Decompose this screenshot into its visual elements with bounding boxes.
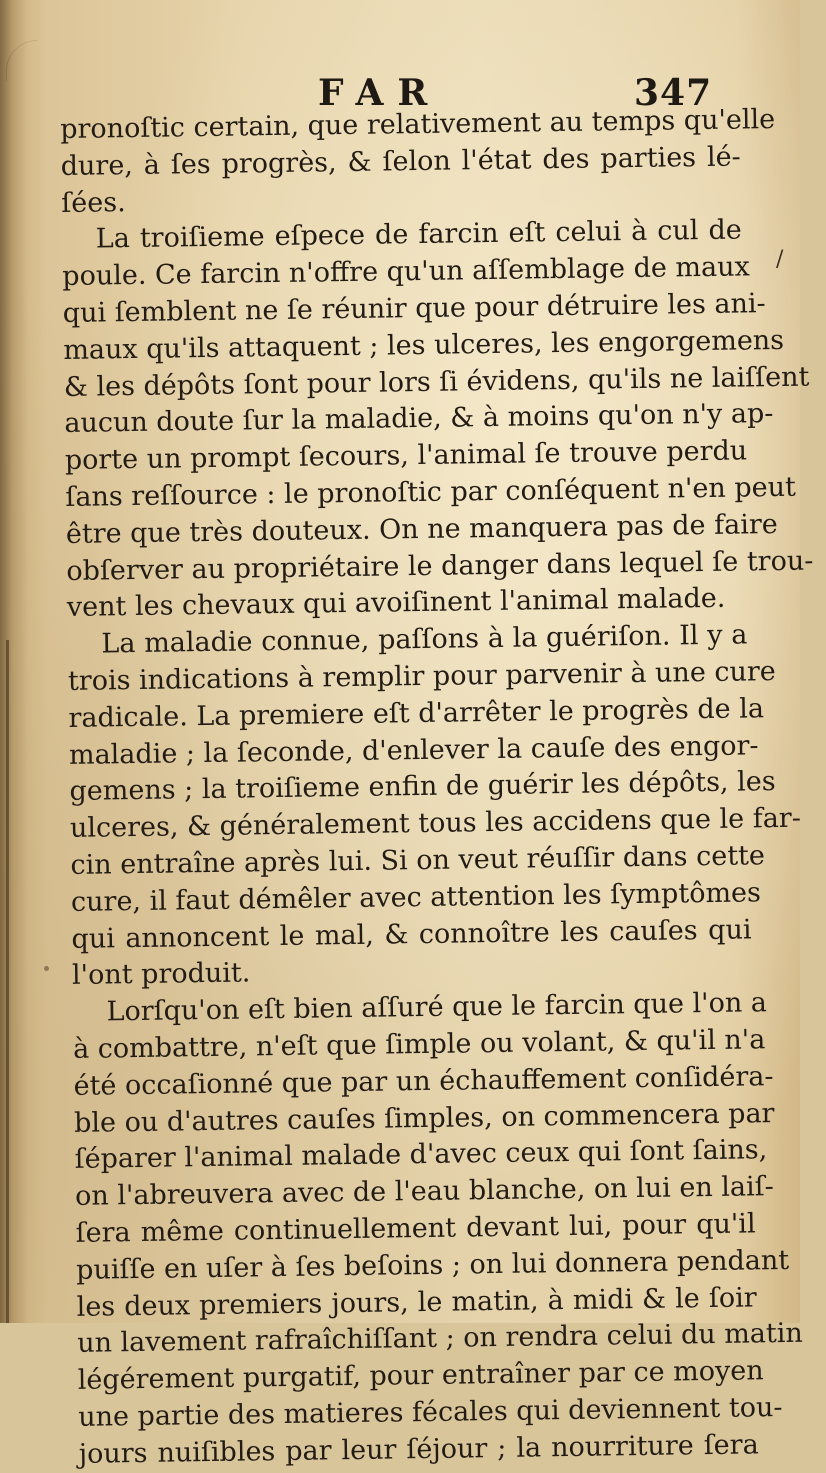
text-line: à combattre, n'eſt que ſimple ou volant, & qu'il n'a [72, 1024, 766, 1065]
text-line: ſera même continuellement devant lui, pour qu'il [75, 1208, 756, 1249]
text-line: qui ſemblent ne ſe réunir que pour détruire les ani- [62, 288, 766, 329]
text-line: trois indications à remplir pour parvenir à une cure [67, 656, 777, 697]
text-line: on l'abreuvera avec de l'eau blanche, on lui en laiſ- [74, 1171, 775, 1213]
text-line: ulceres, & généralement tous les accidens que le far- [69, 802, 802, 845]
text-line: aucun doute ſur la maladie, & à moins qu'on n'y ap- [64, 398, 774, 440]
text-line: gemens ; la troiſieme enfin de guérir les dépôts, les [69, 766, 776, 808]
text-line: Lorſqu'on eſt bien aſſuré que le farcin que l'on a [106, 987, 768, 1028]
running-head: FAR [318, 72, 442, 114]
text-line: être que très douteux. On ne manquera pas de faire [65, 508, 778, 550]
text-line: été occaſionné que par un échauffement conſidéra- [73, 1060, 774, 1102]
text-line: poule. Ce farcin n'offre qu'un aſſemblage de maux [62, 251, 750, 293]
text-line: obſerver au propriétaire le danger dans lequel ſe trou- [66, 545, 814, 587]
text-line: ble ou d'autres cauſes ſimples, on commencera par [73, 1097, 775, 1139]
body-text [60, 103, 814, 1473]
text-line: une partie des matieres fécales qui deviennent tou- [78, 1391, 783, 1433]
page-number: 347 [634, 72, 713, 114]
text-line: qui annoncent le mal, & connoître les cauſes qui [71, 913, 752, 955]
text-line: cure, il faut démêler avec attention les ſymptômes [70, 877, 762, 918]
text-line: un lavement rafraîchiſſant ; on rendra celui du matin [76, 1318, 803, 1360]
paper-speck [44, 966, 49, 971]
text-line: maladie ; la ſeconde, d'enlever la cauſe des engor- [68, 729, 759, 771]
text-line: ſans reſſource : le pronoſtic par conſéquent n'en peut [65, 471, 797, 513]
text-line: ſées. [61, 186, 126, 219]
text-line: porte un prompt ſecours, l'animal ſe trouve perdu [64, 435, 748, 477]
text-line: & les dépôts ſont pour lors ſi évidens, qu'ils ne laiſſent [63, 361, 810, 403]
text-line: dure, à ſes progrès, & ſelon l'état des parties lé- [60, 141, 741, 182]
text-line: vent les chevaux qui avoiſinent l'animal malade. [66, 583, 726, 624]
text-line: La troiſieme eſpece de farcin eſt celui à cul de [95, 214, 742, 255]
text-line: puiſſe en uſer à ſes beſoins ; on lui donnera pendant [75, 1244, 790, 1286]
text-line: radicale. La premiere eſt d'arrêter le progrès de la [68, 692, 765, 734]
margin-mark: / [776, 247, 784, 272]
text-line: légérement purgatif, pour entraîner par ce moyen [77, 1355, 764, 1396]
text-line: jours nuiſibles par leur ſéjour ; la nourriture ſera [78, 1429, 759, 1470]
text-line: les deux premiers jours, le matin, à midi & le ſoir [76, 1281, 757, 1323]
binding-gutter-shadow [0, 0, 28, 1323]
text-line: l'ont produit. [71, 957, 251, 992]
text-line: pronoſtic certain, que relativement au temps qu'elle [60, 104, 776, 145]
text-line: maux qu'ils attaquent ; les ulceres, les engorgemens [63, 324, 785, 366]
text-line: ſéparer l'animal malade d'avec ceux qui ſont ſains, [74, 1134, 768, 1176]
text-line: La maladie connue, paſſons à la guériſon. Il y a [101, 619, 748, 660]
text-line: cin entraîne après lui. Si on veut réuſſir dans cette [70, 840, 766, 881]
page-edge-line [6, 640, 9, 1323]
